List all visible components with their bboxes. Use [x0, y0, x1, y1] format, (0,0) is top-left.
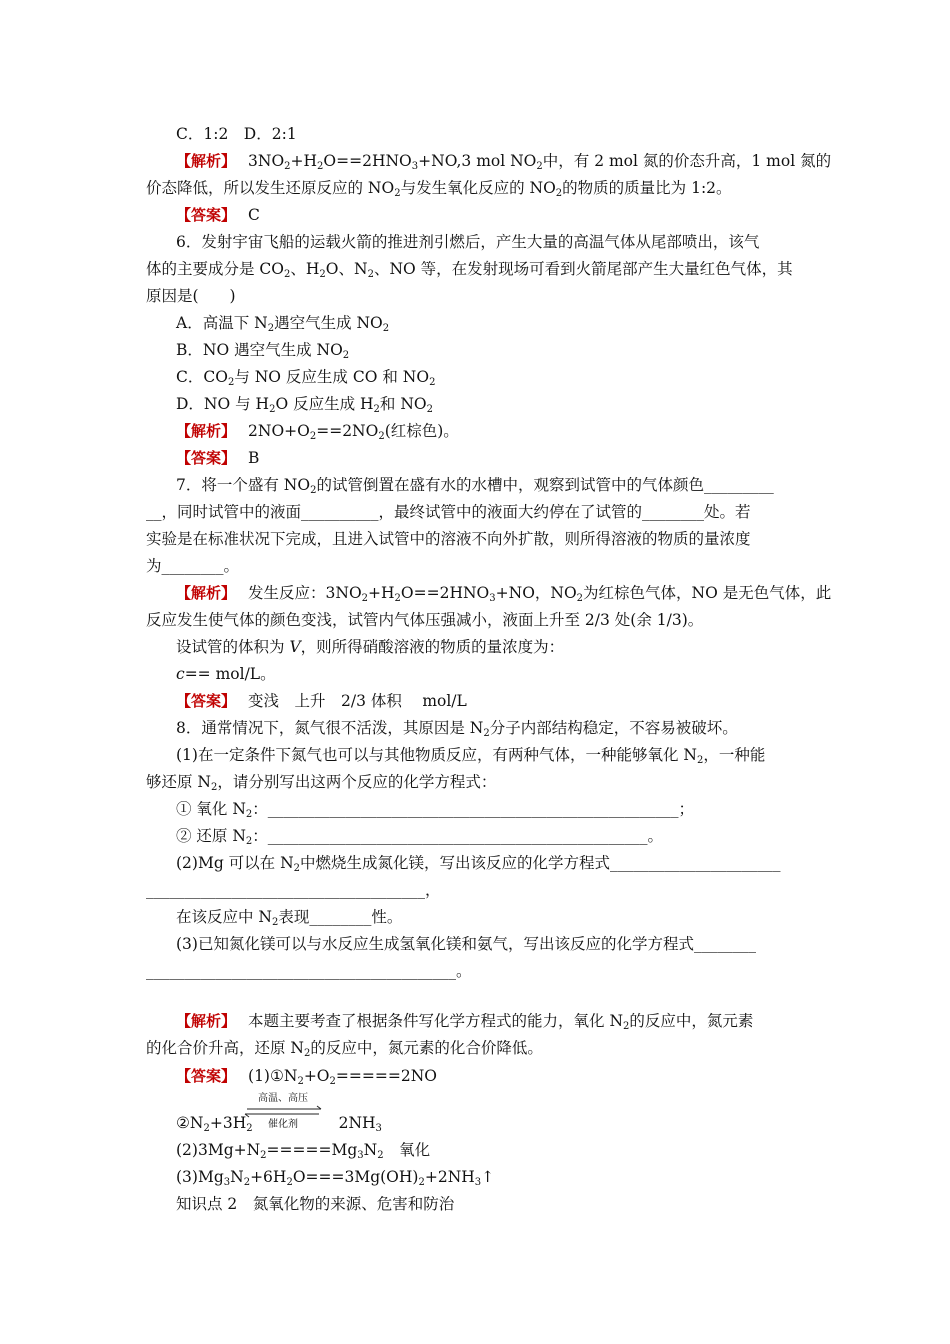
text-line: 够还原 $N_2$，请分别写出这两个反应的化学方程式： — [146, 773, 497, 793]
text-line: (2)Mg 可以在 $N_2$中燃烧生成氮化镁，写出该反应的化学方程式______________________ — [176, 854, 781, 874]
option-cd: C．1:2 D．2:1 — [176, 125, 297, 143]
answer-tag: 【答案】 — [176, 449, 237, 467]
text-line: (3)已知氮化镁可以与水反应生成氢氧化镁和氨气，写出该反应的化学方程式________ — [176, 935, 756, 953]
text-line: 价态降低，所以发生还原反应的 $NO_2$与发生氧化反应的 $NO_2$的物质的质量比为 1:2。 — [146, 179, 732, 199]
blank-line: ② 还原 $N_2$：_________________________________________________。 — [176, 827, 664, 847]
condition-top: 高温、高压 — [258, 1093, 308, 1104]
option-b: B．NO 遇空气生成 $NO_2$ — [176, 341, 350, 361]
answer-formula: $(3)Mg_3N_2+6H_2O===3Mg(OH)_2+2NH_3↑$ — [176, 1168, 495, 1188]
blank-line: ____________________________________， — [146, 881, 441, 899]
option-c: C．$CO_2$与 NO 反应生成 CO 和 $NO_2$ — [176, 368, 436, 388]
answer-tag: 【答案】 — [176, 692, 237, 710]
text-line: 反应发生使气体的颜色变浅，试管内气体压强减小，液面上升至 2/3 处(余 1/3)。 — [146, 611, 704, 629]
text-line: 体的主要成分是 $CO_2$、$H_2O$、$N_2$、NO 等，在发射现场可看到火箭尾部产生大量红色气体，其 — [146, 260, 793, 280]
section-heading: 知识点 2 氮氧化物的来源、危害和防治 — [176, 1195, 455, 1213]
text-line: 的化合价升高，还原 $N_2$的反应中，氮元素的化合价降低。 — [146, 1039, 543, 1059]
option-d: D．NO 与 $H_2O$ 反应生成 $H_2$和 $NO_2$ — [176, 395, 433, 415]
text-line: 设试管的体积为 V，则所得硝酸溶液的物质的量浓度为： — [176, 638, 565, 656]
analysis-line: 【解析】 $3NO_2+H_2O==2HNO_3+NO,3$ mol $NO_2$中，有 2 mol 氮的价态升高，1 mol 氮的 — [176, 152, 832, 172]
blank-line: ________________________________________。 — [146, 962, 472, 980]
analysis-tag: 【解析】 — [176, 1012, 237, 1030]
answer-line: 【答案】 C — [176, 206, 260, 224]
option-a: A．高温下 $N_2$遇空气生成 $NO_2$ — [176, 314, 390, 334]
blank-line: ① 氧化 $N_2$：_____________________________________________________； — [176, 800, 695, 820]
text-line: 在该反应中 $N_2$表现________性。 — [176, 908, 403, 928]
question-6: 6．发射宇宙飞船的运载火箭的推进剂引燃后，产生大量的高温气体从尾部喷出，该气 — [176, 233, 760, 251]
text-line: __，同时试管中的液面__________，最终试管中的液面大约停在了试管的________处。若 — [146, 503, 751, 521]
question-8: 8．通常情况下，氮气很不活泼，其原因是 $N_2$分子内部结构稳定，不容易被破坏。 — [176, 719, 738, 739]
formula-line: c== mol/L。 — [176, 665, 276, 683]
analysis-tag: 【解析】 — [176, 584, 237, 602]
text-line: (1)在一定条件下氮气也可以与其他物质反应，有两种气体，一种能够氧化 $N_2$，一种能 — [176, 746, 766, 766]
answer-tag: 【答案】 — [176, 1067, 237, 1085]
text-line: 为________。 — [146, 557, 240, 575]
answer-tag: 【答案】 — [176, 206, 237, 224]
condition-bottom: 催化剂 — [268, 1119, 298, 1130]
answer-line: 【答案】 B — [176, 449, 260, 467]
answer-line: 【答案】 $(1)①N_2+O_2=====2NO$ — [176, 1067, 437, 1087]
analysis-line: 【解析】 发生反应：$3NO_2+H_2O==2HNO_3+NO$，$NO_2$为红棕色气体，NO 是无色气体，此 — [176, 584, 832, 604]
answer-formula: $②N_2+3H_2$ $2NH_3$ — [176, 1114, 382, 1134]
answer-line: 【答案】 变浅 上升 2/3 体积 mol/L — [176, 692, 467, 710]
text-line: 实验是在标准状况下完成，且进入试管中的溶液不向外扩散，则所得溶液的物质的量浓度 — [146, 530, 751, 548]
answer-formula: $(2)3Mg+N_2=====Mg_3N_2$ 氧化 — [176, 1141, 431, 1161]
analysis-tag: 【解析】 — [176, 152, 237, 170]
analysis-line: 【解析】 本题主要考查了根据条件写化学方程式的能力，氧化 $N_2$的反应中，氮元素 — [176, 1012, 754, 1032]
question-7: 7．将一个盛有 $NO_2$的试管倒置在盛有水的水槽中，观察到试管中的气体颜色_________ — [176, 476, 774, 496]
analysis-line: 【解析】 $2NO+O_2==2NO_2$(红棕色)。 — [176, 422, 459, 442]
text-line: 原因是( ) — [146, 287, 236, 305]
analysis-tag: 【解析】 — [176, 422, 237, 440]
